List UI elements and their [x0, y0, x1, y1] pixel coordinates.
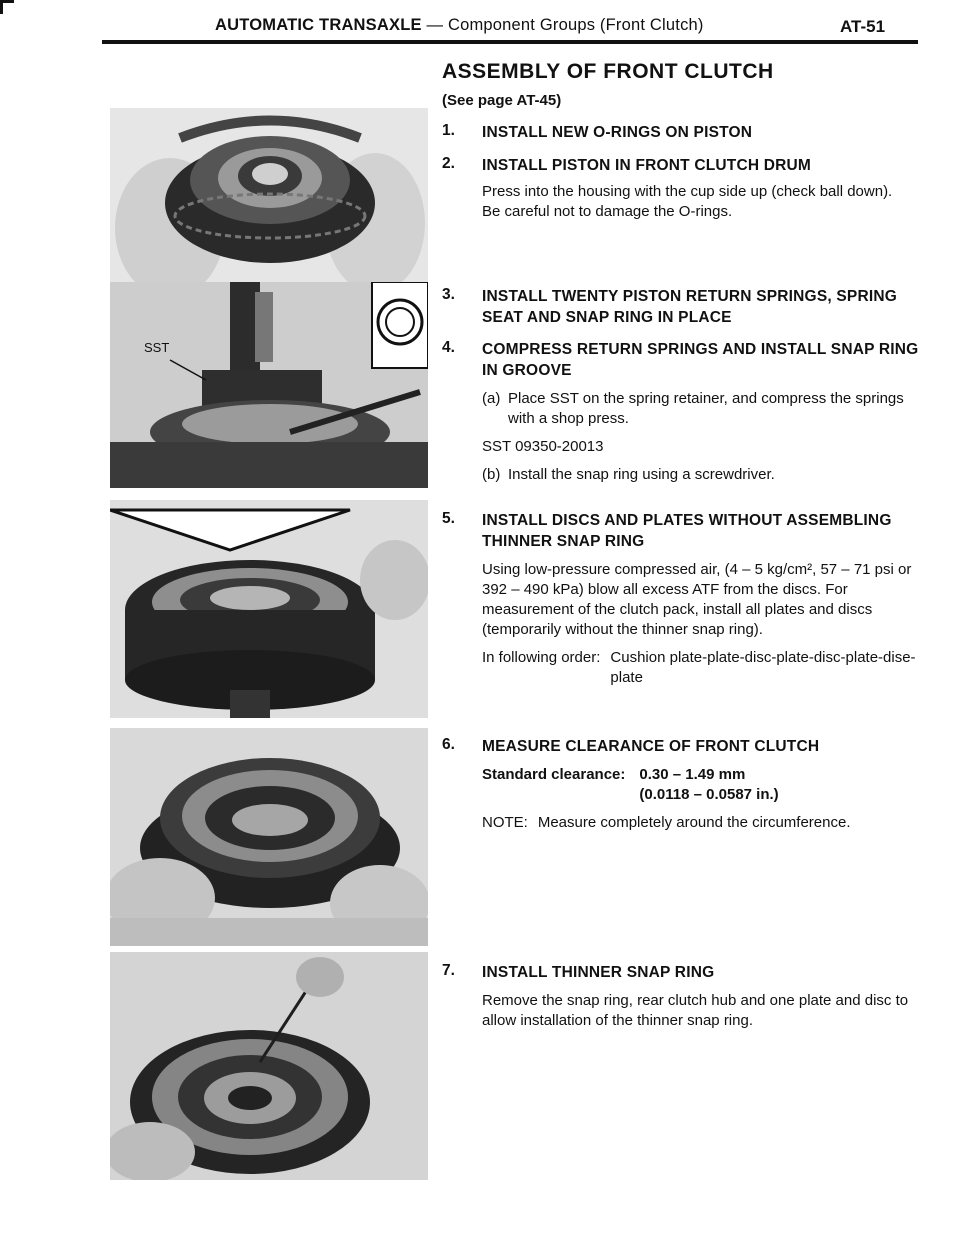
header-title-bold: AUTOMATIC TRANSAXLE — [215, 16, 422, 34]
see-page-reference: (See page AT-45) — [442, 92, 562, 109]
assembly-order — [482, 648, 922, 688]
spec-value-in: (0.0118 – 0.0587 in.) — [639, 786, 779, 803]
step-3 — [442, 286, 922, 328]
header-title-rest: — Component Groups (Front Clutch) — [421, 16, 704, 34]
corner-crop-mark — [0, 0, 14, 14]
sub-step-label: (a) — [482, 390, 501, 407]
step-4 — [442, 339, 922, 493]
note — [482, 813, 922, 833]
sub-step-a — [482, 389, 922, 429]
step-number: 1. — [442, 122, 455, 139]
header-rule — [102, 40, 918, 44]
step-number: 3. — [442, 286, 455, 303]
step-heading: COMPRESS RETURN SPRINGS AND INSTALL SNAP RING IN GROOVE — [482, 341, 919, 379]
note-label: NOTE: — [482, 814, 528, 831]
standard-clearance-spec — [482, 765, 922, 805]
step-2 — [442, 155, 922, 222]
step-7 — [442, 962, 922, 1039]
page-number: AT-51 — [840, 17, 886, 36]
step-paragraph: Using low-pressure compressed air, (4 – 5 kg/cm², 57 – 71 psi or 392 – 490 kPa) blow all excess ATF from the discs. For measurement of the clutch pack, install all plates and discs (temporarily without the thinner snap ring). — [482, 561, 912, 638]
figure-piston-orings — [110, 108, 428, 286]
step-heading: MEASURE CLEARANCE OF FRONT CLUTCH — [482, 738, 820, 755]
step-5 — [442, 510, 922, 688]
step-heading: INSTALL THINNER SNAP RING — [482, 964, 715, 981]
step-number: 5. — [442, 510, 455, 527]
step-heading: INSTALL DISCS AND PLATES WITHOUT ASSEMBLING THINNER SNAP RING — [482, 512, 892, 550]
step-number: 2. — [442, 155, 455, 172]
sub-step-label: (b) — [482, 466, 501, 483]
section-title: ASSEMBLY OF FRONT CLUTCH — [442, 60, 774, 83]
sst-callout-label: SST — [144, 340, 170, 355]
figure-thinner-snap-ring — [110, 952, 428, 1180]
figure-measure-clearance — [110, 728, 428, 946]
step-heading: INSTALL PISTON IN FRONT CLUTCH DRUM — [482, 157, 812, 174]
step-paragraph: Remove the snap ring, rear clutch hub and one plate and disc to allow installation of the thinner snap ring. — [482, 992, 909, 1029]
step-number: 4. — [442, 339, 455, 356]
figure-discs-plates — [110, 500, 428, 718]
spec-label: Standard clearance: — [482, 766, 626, 783]
step-6 — [442, 736, 922, 833]
step-paragraph: Be careful not to damage the O-rings. — [482, 203, 733, 220]
step-1 — [442, 122, 922, 143]
step-number: 6. — [442, 736, 455, 753]
sub-step-text: Install the snap ring using a screwdriver. — [508, 466, 775, 483]
order-label: In following order: — [482, 649, 601, 666]
sst-number: SST 09350-20013 — [482, 438, 604, 455]
step-number: 7. — [442, 962, 455, 979]
step-paragraph: Press into the housing with the cup side up (check ball down). — [482, 183, 893, 200]
note-text: Measure completely around the circumference. — [537, 814, 851, 831]
step-heading: INSTALL NEW O-RINGS ON PISTON — [482, 124, 753, 141]
order-text: Cushion plate-plate-disc-plate-disc-plate-dise-plate — [610, 649, 916, 686]
step-heading: INSTALL TWENTY PISTON RETURN SPRINGS, SPRING SEAT AND SNAP RING IN PLACE — [482, 288, 897, 326]
sub-step-b — [482, 465, 922, 485]
running-header — [215, 16, 704, 35]
figure-sst-press — [110, 282, 428, 488]
sub-step-text: Place SST on the spring retainer, and compress the springs with a shop press. — [508, 390, 904, 427]
spec-value-mm: 0.30 – 1.49 mm — [639, 766, 746, 783]
